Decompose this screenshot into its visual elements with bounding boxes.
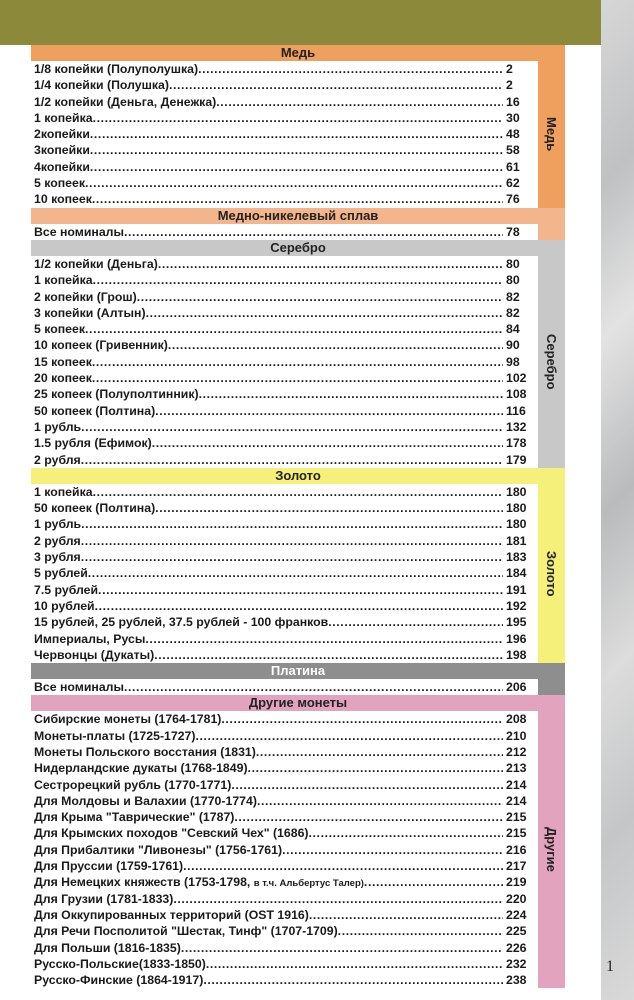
entry-page-number: 198 [506, 647, 527, 662]
toc-entry[interactable] [34, 956, 538, 972]
entry-label-text: 1/4 копейки (Полушка) [34, 78, 169, 93]
entry-label [34, 598, 95, 614]
entry-label-text: 10 копеек [34, 192, 92, 207]
toc-entry[interactable] [34, 516, 538, 532]
entry-label-text: 10 копеек (Гривенник) [34, 338, 168, 353]
entry-label-text: 2 копейки (Грош) [34, 289, 137, 304]
entry-label [34, 679, 124, 695]
toc-entry[interactable] [34, 484, 538, 500]
entry-label-text: Русско-Польские(1833-1850) [34, 956, 206, 971]
toc-entry[interactable] [34, 825, 538, 841]
entry-label-text: Для Оккупированных территорий (OST 1916) [34, 907, 309, 922]
entry-label [34, 256, 158, 272]
entry-page-number: 180 [506, 517, 527, 532]
entry-label [34, 940, 181, 956]
entry-page-number: 213 [506, 761, 527, 776]
entry-label-text: Для Грузии (1781-1833) [34, 891, 174, 906]
entry-page-number: 210 [506, 728, 527, 743]
dot-leader [257, 793, 503, 809]
dot-leader [206, 956, 503, 972]
entry-page-number: 214 [506, 793, 527, 808]
entry-label-text: Все номиналы [34, 224, 124, 239]
toc-entry[interactable] [34, 370, 538, 386]
toc-entry[interactable] [34, 224, 538, 240]
entry-label [34, 110, 93, 126]
toc-section [31, 208, 565, 240]
dot-leader [221, 711, 503, 727]
toc-entry[interactable] [34, 891, 538, 907]
dot-leader [248, 760, 503, 776]
dot-leader [93, 110, 503, 126]
entry-label [34, 452, 81, 468]
entry-page-number: 2 [506, 78, 513, 93]
section-side-label: Золото [544, 550, 559, 597]
section-body [31, 484, 565, 663]
section-side-label: Медь [544, 117, 559, 152]
section-header: Серебро [270, 239, 326, 255]
dot-leader [168, 337, 503, 353]
dot-leader [231, 777, 503, 793]
entry-label-text: 1 копейка [34, 484, 93, 499]
entry-label [34, 760, 248, 776]
entry-page-number: 216 [506, 842, 527, 857]
dot-leader [155, 403, 503, 419]
toc-entry[interactable] [34, 272, 538, 288]
dot-leader [282, 842, 503, 858]
section-body [31, 224, 565, 240]
toc-entry[interactable] [34, 777, 538, 793]
section-items [31, 679, 538, 695]
entry-label [34, 321, 85, 337]
entry-label [34, 337, 168, 353]
section-side-tab [538, 256, 565, 468]
dot-leader [85, 175, 503, 191]
entry-label-text: Для Речи Посполитой "Шестак, Тинф" (1707-1709) [34, 924, 338, 939]
dot-leader [92, 354, 503, 370]
entry-label-text: 20 копеек [34, 371, 92, 386]
entry-label [34, 809, 234, 825]
entry-label [34, 435, 152, 451]
entry-label [34, 419, 81, 435]
toc-entry[interactable] [34, 744, 538, 760]
dot-leader [81, 533, 503, 549]
dot-leader [92, 370, 503, 386]
entry-page-number: 80 [506, 256, 520, 271]
entry-label-text: Сибирские монеты (1764-1781) [34, 712, 222, 727]
entry-page-number: 238 [506, 973, 527, 988]
entry-page-number: 215 [506, 826, 527, 841]
entry-label [34, 956, 206, 972]
entry-page-number: 195 [506, 615, 527, 630]
entry-label [34, 923, 338, 939]
section-side-tab [538, 484, 565, 663]
dot-leader [93, 272, 503, 288]
dot-leader [93, 484, 503, 500]
entry-label [34, 565, 88, 581]
toc-entry[interactable] [34, 77, 538, 93]
entry-page-number: 214 [506, 777, 527, 792]
toc-entry[interactable] [34, 321, 538, 337]
entry-page-number: 178 [506, 436, 527, 451]
entry-page-number: 98 [506, 354, 520, 369]
entry-label [34, 777, 231, 793]
entry-label [34, 842, 282, 858]
entry-label-text: 15 рублей, 25 рублей, 37.5 рублей - 100 франков [34, 615, 329, 630]
entry-page-number: 108 [506, 387, 527, 402]
toc-entry[interactable] [34, 809, 538, 825]
entry-label [34, 61, 198, 77]
side-texture-strip [601, 0, 634, 1000]
dot-leader [173, 891, 503, 907]
entry-page-number: 217 [506, 859, 527, 874]
entry-page-number: 82 [506, 305, 520, 320]
entry-page-number: 84 [506, 322, 520, 337]
section-items [31, 256, 538, 468]
dot-leader [196, 728, 504, 744]
dot-leader [146, 305, 503, 321]
dot-leader [216, 94, 503, 110]
dot-leader [328, 614, 503, 630]
dot-leader [92, 191, 503, 207]
entry-page-number: 232 [506, 956, 527, 971]
toc-entry[interactable] [34, 256, 538, 272]
entry-label-text: Для Молдовы и Валахии (1770-1774) [34, 793, 257, 808]
entry-page-number: 192 [506, 598, 527, 613]
entry-label [34, 386, 199, 402]
entry-label [34, 224, 124, 240]
dot-leader [183, 858, 503, 874]
dot-leader [309, 825, 503, 841]
entry-page-number: 219 [506, 875, 527, 890]
entry-label [34, 549, 81, 565]
entry-label-text: 5 рублей [34, 566, 88, 581]
entry-label [34, 500, 155, 516]
entry-label [34, 744, 256, 760]
entry-label-text: 1/2 копейки (Деньга, Денежка) [34, 94, 217, 109]
section-items [31, 711, 538, 988]
entry-page-number: 102 [506, 371, 527, 386]
toc-entry[interactable] [34, 760, 538, 776]
entry-label-text: 1 копейка [34, 273, 93, 288]
toc-entry[interactable] [34, 159, 538, 175]
section-header: Другие монеты [248, 695, 348, 711]
toc-entry[interactable] [34, 565, 538, 581]
toc-entry[interactable] [34, 582, 538, 598]
toc-entry[interactable] [34, 61, 538, 77]
entry-label [34, 582, 98, 598]
toc-section [31, 240, 565, 468]
entry-label-text: 1.5 рубля (Ефимок) [34, 436, 152, 451]
entry-label-text: Для Пруссии (1759-1761) [34, 859, 184, 874]
dot-leader [81, 549, 503, 565]
dot-leader [364, 874, 503, 890]
toc-entry[interactable] [34, 354, 538, 370]
entry-label-text: 3 копейки (Алтын) [34, 305, 146, 320]
entry-page-number: 16 [506, 94, 520, 109]
toc-entry[interactable] [34, 403, 538, 419]
entry-label [34, 142, 90, 158]
dot-leader [81, 419, 503, 435]
dot-leader [203, 972, 503, 988]
dot-leader [155, 500, 503, 516]
entry-label-text: 1 копейка [34, 110, 93, 125]
entry-label-text: Нидерландские дукаты (1768-1849) [34, 761, 248, 776]
dot-leader [98, 582, 503, 598]
entry-label-text: 15 копеек [34, 354, 92, 369]
top-banner [0, 0, 601, 45]
entry-label [34, 647, 154, 663]
toc-section [31, 663, 565, 695]
dot-leader [90, 142, 503, 158]
entry-label-text: 50 копеек (Полтина) [34, 501, 156, 516]
toc-entry[interactable] [34, 452, 538, 468]
dot-leader [85, 321, 503, 337]
entry-label-text: 2 рубля [34, 533, 81, 548]
entry-label [34, 484, 93, 500]
entry-label [34, 825, 309, 841]
entry-label-text: Сестрорецкий рубль (1770-1771) [34, 777, 232, 792]
toc-entry[interactable] [34, 289, 538, 305]
entry-page-number: 179 [506, 452, 527, 467]
entry-page-number: 48 [506, 127, 520, 142]
toc-entry[interactable] [34, 874, 538, 890]
toc-entry[interactable] [34, 337, 538, 353]
toc-entry[interactable] [34, 728, 538, 744]
toc-entry[interactable] [34, 842, 538, 858]
entry-page-number: 2 [506, 62, 513, 76]
section-items [31, 61, 538, 208]
entry-page-number: 226 [506, 940, 527, 955]
dot-leader [124, 679, 503, 695]
toc-entry[interactable] [34, 435, 538, 451]
entry-label-text: Для Крымских походов "Севский Чех" (1686) [34, 826, 309, 841]
toc-entry[interactable] [34, 126, 538, 142]
dot-leader [137, 289, 503, 305]
dot-leader [124, 224, 503, 240]
entry-label [34, 631, 145, 647]
dot-leader [158, 256, 503, 272]
toc-entry[interactable] [34, 647, 538, 663]
entry-label [34, 403, 155, 419]
toc-entry[interactable] [34, 858, 538, 874]
entry-label [34, 77, 169, 93]
section-side-tab [538, 61, 565, 208]
entry-label [34, 533, 81, 549]
entry-page-number: 225 [506, 924, 527, 939]
entry-label-text: 2копейки [34, 127, 90, 142]
entry-label [34, 793, 257, 809]
dot-leader [154, 647, 503, 663]
entry-label [34, 728, 196, 744]
entry-label-text: Монеты-платы (1725-1727) [34, 728, 196, 743]
entry-page-number: 61 [506, 159, 520, 174]
page-number: 1 [606, 958, 614, 975]
entry-page-number: 180 [506, 501, 527, 516]
entry-page-number: 191 [506, 582, 527, 597]
entry-label [34, 191, 92, 207]
section-side-label: Серебро [544, 334, 559, 390]
entry-page-number: 184 [506, 566, 527, 581]
section-body [31, 61, 565, 208]
dot-leader [95, 598, 503, 614]
entry-label-text: Империалы, Русы [34, 631, 146, 646]
entry-label-text: 1/8 копейки (Полуполушка) [34, 62, 199, 76]
entry-page-number: 116 [506, 403, 526, 418]
entry-page-number: 220 [506, 891, 527, 906]
dot-leader [90, 159, 503, 175]
entry-label-text: 3 рубля [34, 550, 81, 565]
toc-entry[interactable] [34, 614, 538, 630]
entry-label-text: 5 копеек [34, 322, 86, 337]
section-side-tab [538, 711, 565, 988]
section-body [31, 711, 565, 988]
entry-page-number: 212 [506, 744, 527, 759]
entry-page-number: 215 [506, 810, 527, 825]
entry-label [34, 305, 146, 321]
entry-page-number: 78 [506, 224, 520, 239]
entry-label [34, 289, 137, 305]
toc-entry[interactable] [34, 386, 538, 402]
section-body [31, 256, 565, 468]
entry-label-text: 2 рубля [34, 452, 81, 467]
entry-label-text: 5 копеек [34, 176, 86, 191]
toc-entry[interactable] [34, 711, 538, 727]
entry-page-number: 183 [506, 550, 527, 565]
dot-leader [234, 809, 503, 825]
entry-label-text: Монеты Польского восстания (1831) [34, 744, 256, 759]
dot-leader [199, 386, 503, 402]
entry-label-text: 25 копеек (Полуполтинник) [34, 387, 199, 402]
entry-label [34, 614, 328, 630]
toc-entry[interactable] [34, 175, 538, 191]
entry-label [34, 516, 81, 532]
toc-entry[interactable] [34, 679, 538, 695]
toc-entry[interactable] [34, 793, 538, 809]
dot-leader [145, 631, 503, 647]
entry-page-number: 82 [506, 289, 520, 304]
toc-section [31, 468, 565, 663]
toc-entry[interactable] [34, 94, 538, 110]
section-items [31, 484, 538, 663]
toc-entry[interactable] [34, 940, 538, 956]
entry-label [34, 370, 92, 386]
entry-label [34, 858, 183, 874]
section-items [31, 224, 538, 240]
toc-entry[interactable] [34, 142, 538, 158]
entry-page-number: 80 [506, 273, 520, 288]
toc-entry[interactable] [34, 191, 538, 207]
entry-label [34, 175, 85, 191]
entry-page-number: 58 [506, 143, 520, 158]
entry-label [34, 126, 90, 142]
toc-section [31, 45, 565, 208]
entry-label [34, 272, 93, 288]
entry-label-text: 7.5 рублей [34, 582, 99, 597]
entry-label-text: 1 рубль [34, 419, 82, 434]
toc-entry[interactable] [34, 907, 538, 923]
entry-label-text: Для Немецких княжеств (1753-1798, [34, 875, 254, 890]
dot-leader [152, 435, 503, 451]
entry-label-text: 10 рублей [34, 598, 95, 613]
section-header: Медь [280, 45, 316, 60]
entry-label-text: Для Польши (1816-1835) [34, 940, 181, 955]
entry-label [34, 711, 221, 727]
entry-note: в т.ч. Альбертус Талер) [253, 878, 364, 890]
toc-entry[interactable] [34, 419, 538, 435]
entry-label-text: 50 копеек (Полтина) [34, 403, 156, 418]
entry-label [34, 891, 173, 907]
entry-page-number: 132 [506, 419, 527, 434]
toc-entry[interactable] [34, 923, 538, 939]
dot-leader [169, 77, 503, 93]
toc-entry[interactable] [34, 500, 538, 516]
entry-label [34, 159, 90, 175]
dot-leader [88, 565, 503, 581]
entry-page-number: 206 [506, 680, 527, 695]
entry-label [34, 907, 309, 923]
dot-leader [81, 452, 503, 468]
toc-entry[interactable] [34, 972, 538, 988]
entry-label-text: Все номиналы [34, 680, 124, 695]
entry-label [34, 94, 216, 110]
dot-leader [309, 907, 503, 923]
toc-entry[interactable] [34, 549, 538, 565]
table-of-contents [31, 45, 565, 988]
entry-page-number: 76 [506, 192, 520, 207]
entry-page-number: 62 [506, 176, 520, 191]
toc-entry[interactable] [34, 598, 538, 614]
entry-page-number: 180 [506, 484, 527, 499]
dot-leader [198, 61, 503, 77]
entry-page-number: 196 [506, 631, 527, 646]
entry-label-text: 1 рубль [34, 517, 82, 532]
section-header: Золото [275, 467, 321, 483]
entry-label-text: Для Крыма "Таврические" (1787) [34, 810, 235, 825]
toc-entry[interactable] [34, 110, 538, 126]
entry-label-text: 1/2 копейки (Деньга) [34, 256, 158, 271]
entry-label-text: Для Прибалтики "Ливонезы" (1756-1761) [34, 842, 283, 857]
toc-entry[interactable] [34, 533, 538, 549]
section-body [31, 679, 565, 695]
entry-page-number: 181 [506, 533, 527, 548]
entry-page-number: 208 [506, 712, 527, 727]
section-header: Платина [270, 663, 326, 679]
entry-page-number: 90 [506, 338, 520, 353]
entry-label [34, 972, 203, 988]
entry-page-number: 30 [506, 110, 520, 125]
dot-leader [181, 940, 503, 956]
entry-label [34, 354, 92, 370]
entry-label-text: 4копейки [34, 159, 90, 174]
entry-page-number: 224 [506, 907, 527, 922]
section-side-label: Другие [544, 827, 559, 873]
dot-leader [90, 126, 503, 142]
toc-entry[interactable] [34, 631, 538, 647]
dot-leader [338, 923, 503, 939]
entry-label-text: Червонцы (Дукаты) [34, 647, 155, 662]
section-header: Медно-никелевый сплав [217, 207, 379, 223]
toc-section [31, 695, 565, 988]
toc-entry[interactable] [34, 305, 538, 321]
dot-leader [256, 744, 503, 760]
entry-label-text: 3копейки [34, 143, 90, 158]
dot-leader [81, 516, 503, 532]
entry-label-text: Русско-Финские (1864-1917) [34, 973, 204, 988]
